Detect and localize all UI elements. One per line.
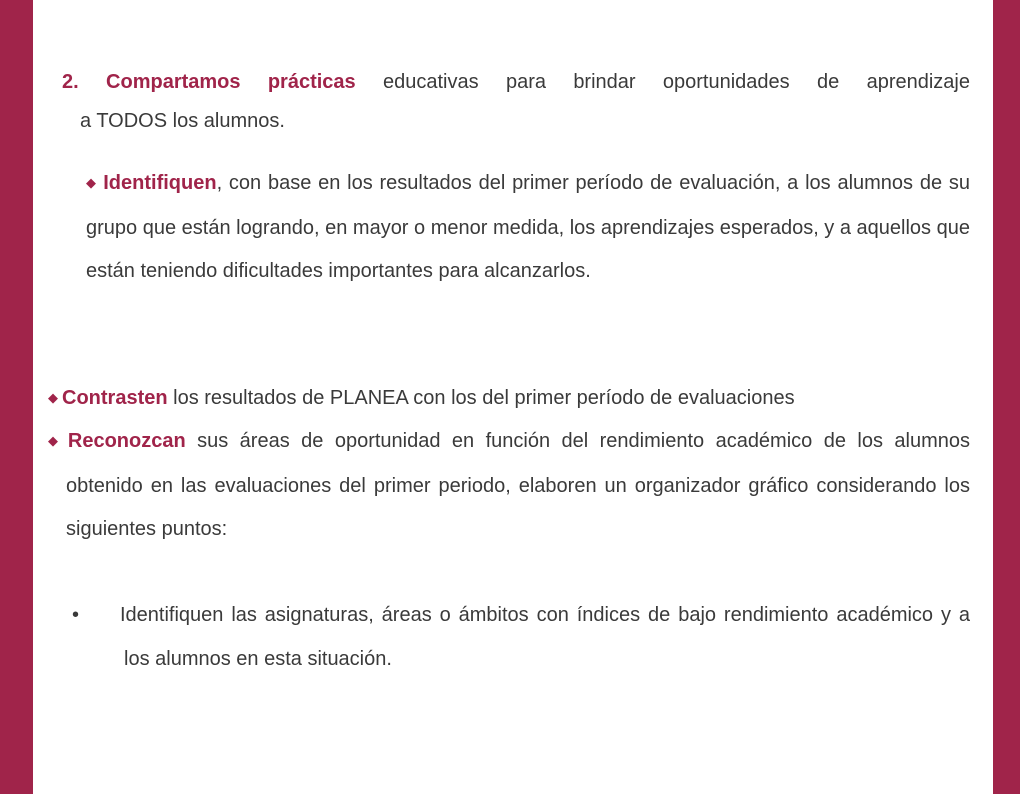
item-reconozcan [48,420,970,552]
identifiquen-paragraph [86,162,970,294]
item-2-line1 [62,64,970,100]
right-frame-bar [993,0,1020,794]
asignaturas-text: Identifiquen las asignaturas, áreas o ámbitos con índices de bajo rendimiento académico y a los alumnos en esta situación. [120,604,970,670]
identifiquen-text: , con base en los resultados del primer período de evaluación, a los alumnos de su grupo que están logrando, en mayor o menor medida, los aprendizajes esperados, y a aquellos que están teniendo dificultades importantes para alcanzarlos. [86,172,970,282]
diamond-bullet-icon: ◆ [48,390,58,405]
item-contrasten [48,380,970,418]
diamond-bullet-icon: ◆ [86,175,98,190]
bullet-item-asignaturas [72,594,970,681]
contrasten-highlight: Contrasten [62,387,168,409]
sub-item-identifiquen [86,162,970,294]
reconozcan-paragraph [48,420,970,552]
item-2-line2: a TODOS los alumnos. [80,110,285,132]
item-2-highlight: Compartamos prácticas [106,71,356,93]
item-2-number: 2. [62,71,79,93]
asignaturas-paragraph [72,594,970,681]
identifiquen-highlight: Identifiquen [103,172,217,194]
diamond-bullet-icon: ◆ [48,433,64,448]
contrasten-text: los resultados de PLANEA con los del primer período de evaluaciones [167,387,795,409]
bullet-dot-icon: • [72,604,80,626]
item-2 [62,64,970,142]
left-frame-bar [0,0,33,794]
item-2-text: educativas para brindar oportunidades de aprendizaje [355,71,970,93]
contrasten-paragraph [48,380,970,418]
reconozcan-highlight: Reconozcan [67,430,186,452]
reconozcan-text: sus áreas de oportunidad en función del rendimiento académico de los alumnos obtenido en las evaluaciones del primer periodo, elaboren un organizador gráfico considerando los siguientes puntos: [66,430,970,540]
